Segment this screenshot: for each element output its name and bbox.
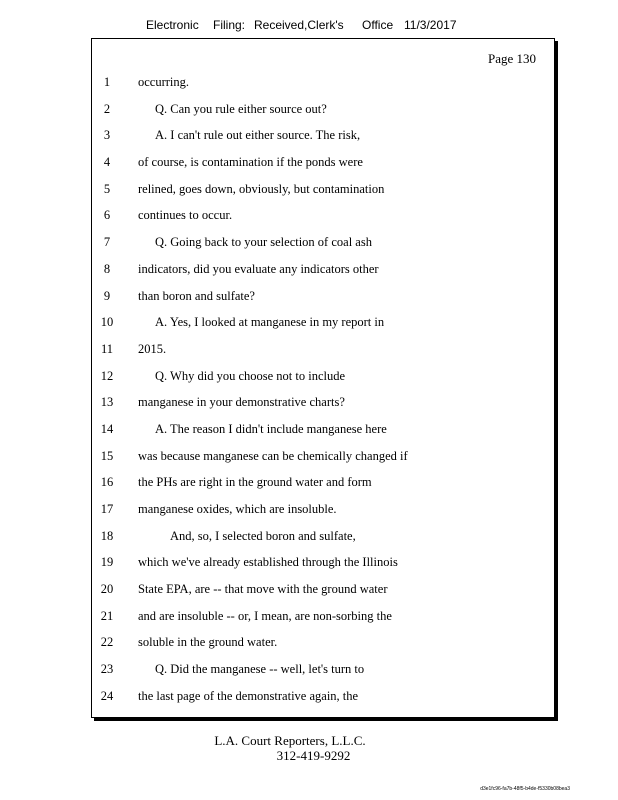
line-text: continues to occur. <box>138 208 233 223</box>
filing-header-electronic: Electronic <box>146 18 199 32</box>
filing-header-filing: Filing: <box>213 18 246 32</box>
line-number: 20 <box>100 582 114 597</box>
line-number: 1 <box>103 75 111 89</box>
line-number: 12 <box>100 368 114 383</box>
line-number: 10 <box>100 315 114 330</box>
line-number: 14 <box>100 421 114 436</box>
line-text: Q. Can you rule either source out? <box>155 101 327 116</box>
line-number: 2 <box>103 101 111 116</box>
transcript-line <box>92 555 554 582</box>
filing-header-office: Office <box>362 18 394 32</box>
transcript-line <box>92 609 554 636</box>
line-text: And, so, I selected boron and sulfate, <box>170 528 356 543</box>
transcript-line <box>92 235 554 262</box>
line-text: manganese oxides, which are insoluble. <box>138 502 337 516</box>
line-text: Q. Did the manganese -- well, let's turn to <box>155 662 365 677</box>
line-number: 17 <box>100 502 114 516</box>
line-text: relined, goes down, obviously, but contamination <box>138 181 385 196</box>
line-number: 5 <box>103 181 111 196</box>
line-text: occurring. <box>138 75 190 89</box>
line-text: Q. Going back to your selection of coal ash <box>155 235 372 250</box>
line-number: 13 <box>100 395 114 410</box>
transcript-line <box>92 182 554 209</box>
transcript-line <box>92 449 554 476</box>
transcript-line <box>92 502 554 529</box>
transcript-line <box>92 155 554 182</box>
line-text: which we've already established through the Illinois <box>138 555 398 570</box>
filing-header <box>146 18 486 38</box>
transcript-lines <box>92 75 554 716</box>
line-text: State EPA, are -- that move with the ground water <box>138 582 388 597</box>
transcript-line <box>92 102 554 129</box>
transcript-line <box>92 395 554 422</box>
transcript-line <box>92 689 554 716</box>
line-text: manganese in your demonstrative charts? <box>138 395 345 410</box>
footer-company: L.A. Court Reporters, L.L.C. <box>214 733 366 748</box>
transcript-line <box>92 422 554 449</box>
line-text: Q. Why did you choose not to include <box>155 368 346 383</box>
transcript-line <box>92 529 554 556</box>
transcript-page <box>91 38 555 718</box>
transcript-line <box>92 262 554 289</box>
line-number: 3 <box>103 128 111 143</box>
line-text: indicators, did you evaluate any indicators other <box>138 261 379 276</box>
line-text: of course, is contamination if the ponds were <box>138 155 363 170</box>
footer-phone: 312-419-9292 <box>276 748 351 763</box>
transcript-line <box>92 128 554 155</box>
line-text: was because manganese can be chemically changed if <box>138 448 408 463</box>
transcript-line <box>92 662 554 689</box>
line-number: 24 <box>100 688 114 703</box>
transcript-line <box>92 635 554 662</box>
line-text: soluble in the ground water. <box>138 635 278 650</box>
line-text: the last page of the demonstrative again, the <box>138 688 359 703</box>
line-text: A. I can't rule out either source. The risk, <box>155 128 361 143</box>
transcript-line <box>92 289 554 316</box>
line-text: the PHs are right in the ground water and form <box>138 475 372 490</box>
line-number: 22 <box>100 635 114 650</box>
line-number: 6 <box>103 208 111 223</box>
transcript-line <box>92 475 554 502</box>
line-text: 2015. <box>138 341 167 356</box>
line-text: and are insoluble -- or, I mean, are non-sorbing the <box>138 608 392 623</box>
line-number: 16 <box>100 475 114 490</box>
transcript-line <box>92 369 554 396</box>
line-number: 7 <box>103 235 111 250</box>
line-text: than boron and sulfate? <box>138 288 255 303</box>
filing-header-date: 11/3/2017 <box>404 18 457 32</box>
transcript-line <box>92 208 554 235</box>
line-number: 19 <box>100 555 114 570</box>
line-number: 9 <box>103 288 111 303</box>
line-number: 23 <box>100 662 114 677</box>
line-number: 8 <box>103 261 111 276</box>
line-number: 15 <box>100 448 114 463</box>
document-hash: d3e1fc96-fa7b-48f5-b4de-f5330b08bea3 <box>480 786 570 792</box>
transcript-line <box>92 315 554 342</box>
transcript-line <box>92 582 554 609</box>
filing-header-received: Received,Clerk's <box>254 18 344 32</box>
line-text: A. The reason I didn't include manganese here <box>155 421 387 436</box>
line-number: 11 <box>100 341 114 356</box>
line-text: A. Yes, I looked at manganese in my report in <box>155 315 385 330</box>
line-number: 21 <box>100 608 114 623</box>
line-number: 18 <box>100 528 114 543</box>
transcript-line <box>92 342 554 369</box>
page-number: Page 130 <box>487 51 536 66</box>
line-number: 4 <box>103 155 111 170</box>
transcript-line <box>92 75 554 102</box>
